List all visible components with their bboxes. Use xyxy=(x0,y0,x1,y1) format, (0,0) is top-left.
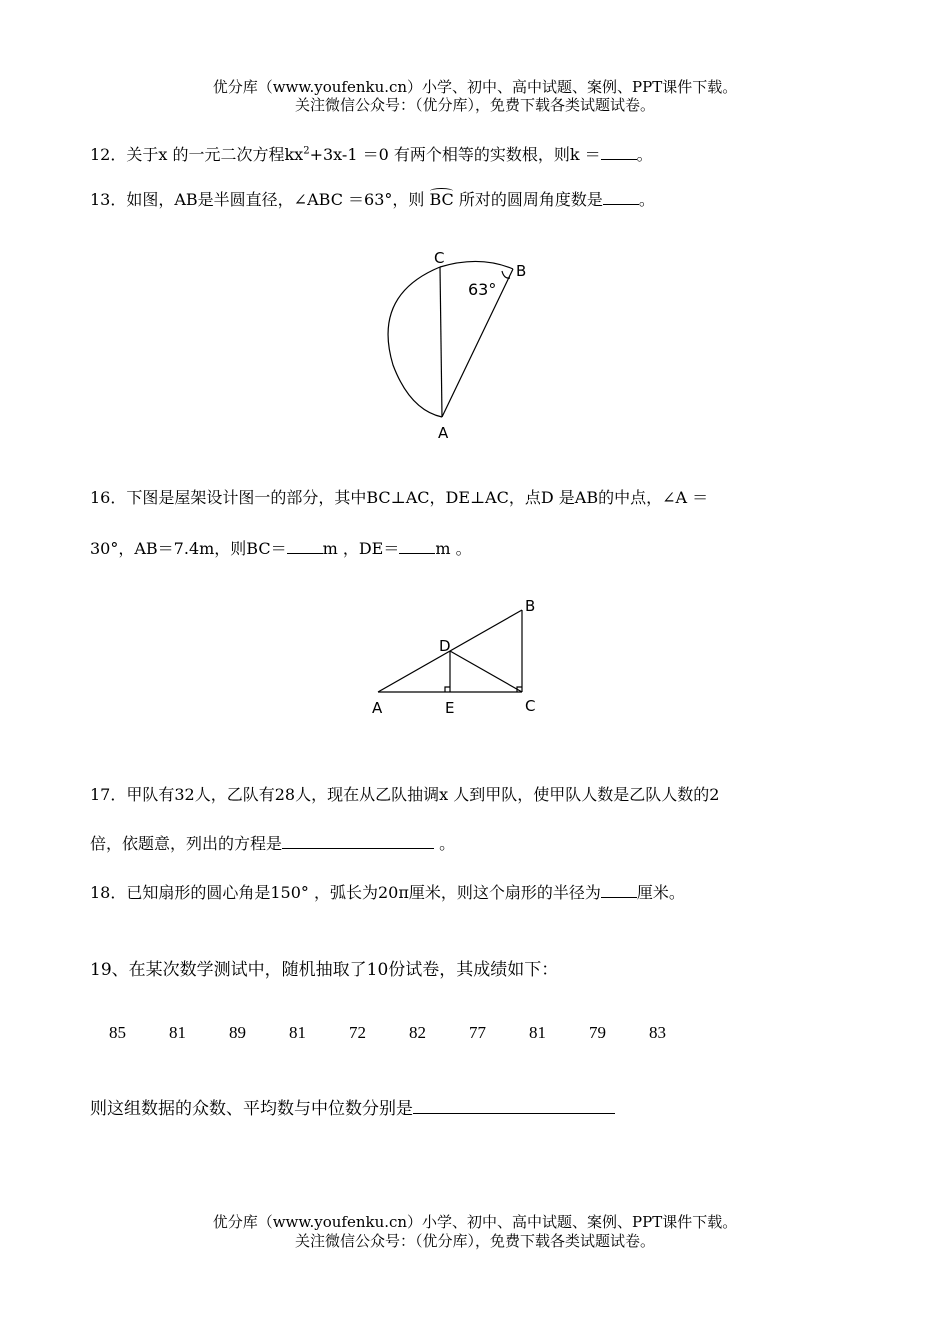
question-12 xyxy=(90,142,653,165)
footer-line-1: 优分库（www.youfenku.cn）小学、初中、高中试题、案例、PPT课件下载。 xyxy=(212,1213,738,1231)
q16-end: m 。 xyxy=(435,539,472,558)
segment-dc xyxy=(450,651,522,692)
q13-text: 13．如图，AB是半圆直径，∠ABC ＝63°，则 xyxy=(90,190,425,209)
q16-text-2: m ，DE＝ xyxy=(322,539,400,558)
arc-ca xyxy=(388,267,442,417)
q13-answer-blank[interactable] xyxy=(603,190,639,205)
score-value: 81 xyxy=(529,1023,546,1042)
q17-text: 倍，依题意，列出的方程是 xyxy=(90,834,283,853)
score-value: 82 xyxy=(409,1023,426,1042)
label-b: B xyxy=(525,597,536,615)
score-value: 81 xyxy=(289,1023,306,1042)
label-d: D xyxy=(439,637,451,655)
question-16-line-1: 16．下图是屋架设计图一的部分，其中BC⊥AC，DE⊥AC，点D 是AB的中点，∠A ＝ xyxy=(90,488,709,507)
footer-line-2: 关注微信公众号：（优分库），免费下载各类试题试卷。 xyxy=(294,1232,655,1250)
label-c: C xyxy=(434,249,445,267)
chord-ca xyxy=(440,267,442,417)
score-value: 89 xyxy=(229,1023,246,1042)
score-value: 72 xyxy=(349,1023,366,1042)
semicircle-figure xyxy=(380,245,550,445)
q17-end: 。 xyxy=(439,834,456,853)
q12-end: 。 xyxy=(636,145,653,164)
label-e: E xyxy=(445,699,455,717)
question-18 xyxy=(90,880,685,903)
q12-answer-blank[interactable] xyxy=(601,145,637,160)
q17-answer-blank[interactable] xyxy=(282,834,434,849)
question-17-line-1: 17．甲队有32人，乙队有28人，现在从乙队抽调x 人到甲队，使甲队人数是乙队人数的2 xyxy=(90,785,720,804)
truss-figure xyxy=(365,590,550,725)
arc-cb xyxy=(440,261,513,269)
label-a: A xyxy=(372,699,383,717)
header-line-1: 优分库（www.youfenku.cn）小学、初中、高中试题、案例、PPT课件下载。 xyxy=(212,78,738,96)
angle-label: 63° xyxy=(468,280,497,299)
q18-text: 18．已知扇形的圆心角是150° ，弧长为20π厘米，则这个扇形的半径为 xyxy=(90,883,601,902)
score-value: 77 xyxy=(469,1023,486,1042)
q16-text: 30°，AB＝7.4m，则BC＝ xyxy=(90,539,287,558)
q18-end: 厘米。 xyxy=(636,883,685,902)
question-19-intro: 19、在某次数学测试中，随机抽取了10份试卷，其成绩如下： xyxy=(90,960,559,980)
q12-text-2: +3x-1 ＝0 有两个相等的实数根，则k ＝ xyxy=(309,145,601,164)
header-line-2: 关注微信公众号：（优分库），免费下载各类试题试卷。 xyxy=(294,96,655,114)
score-value: 83 xyxy=(649,1023,666,1042)
score-row xyxy=(0,1023,950,1047)
label-a: A xyxy=(438,424,449,442)
score-value: 81 xyxy=(169,1023,186,1042)
question-17-line-2 xyxy=(90,831,455,854)
q13-arc-bc: BC xyxy=(429,190,454,209)
q13-text-2: 所对的圆周角度数是 xyxy=(458,190,603,209)
score-value: 85 xyxy=(109,1023,126,1042)
q19-answer-blank[interactable] xyxy=(413,1099,615,1114)
right-angle-e xyxy=(445,687,450,692)
label-c: C xyxy=(525,697,536,715)
q16-de-blank[interactable] xyxy=(399,539,435,554)
question-13 xyxy=(90,187,655,210)
question-16-line-2 xyxy=(90,536,472,559)
q16-bc-blank[interactable] xyxy=(287,539,323,554)
q18-answer-blank[interactable] xyxy=(601,883,637,898)
q19-text: 则这组数据的众数、平均数与中位数分别是 xyxy=(90,1099,413,1119)
question-19-ask xyxy=(90,1094,615,1119)
label-b: B xyxy=(516,262,527,280)
q12-text: 12．关于x 的一元二次方程kx xyxy=(90,145,304,164)
q13-end: 。 xyxy=(638,190,655,209)
score-value: 79 xyxy=(589,1023,606,1042)
q12-superscript: 2 xyxy=(303,145,310,157)
